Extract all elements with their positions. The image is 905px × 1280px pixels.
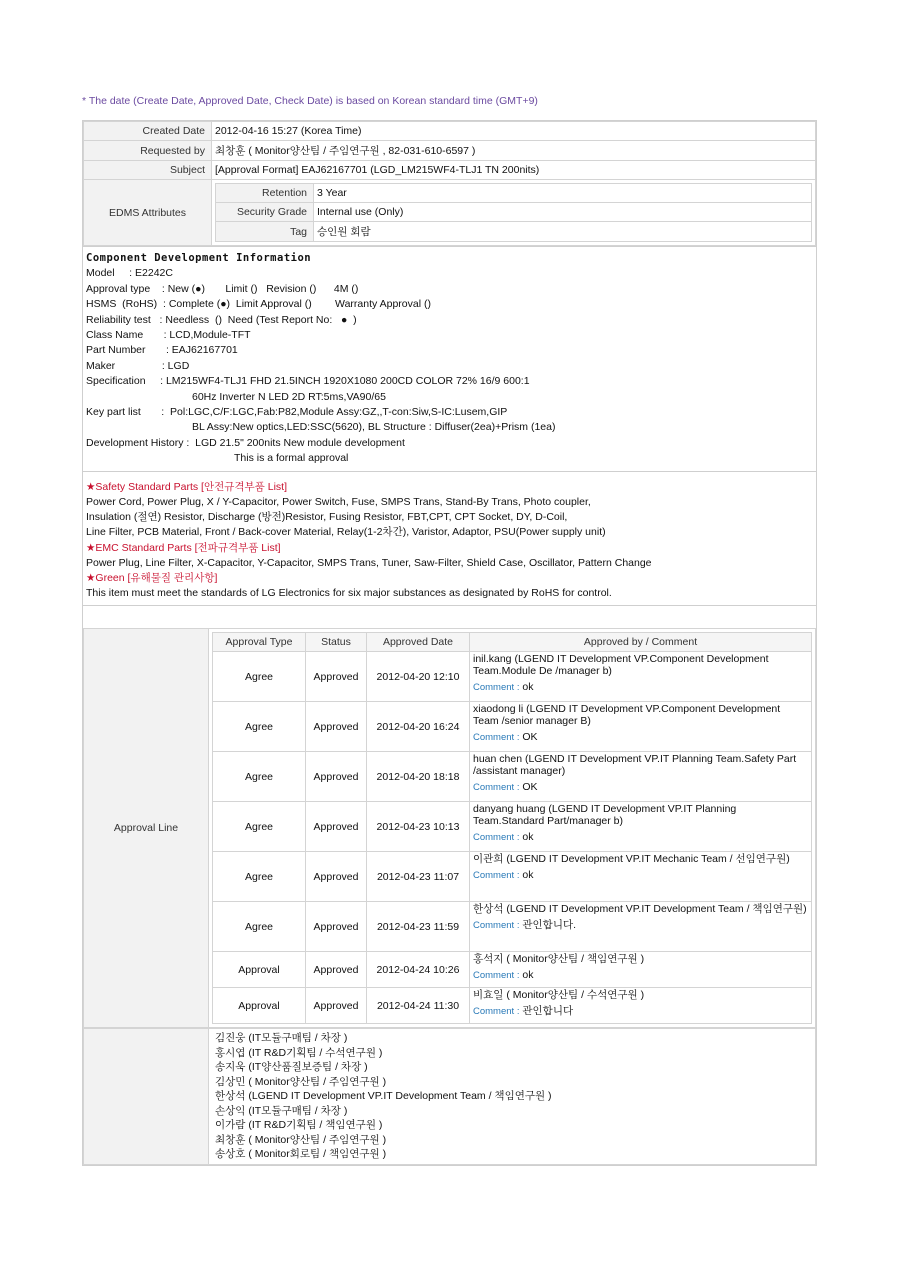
reference-name: 송상호 ( Monitor회로팀 / 책임연구원 )	[215, 1148, 387, 1161]
specification-line: Specification : LM215WF4-TLJ1 FHD 21.5INCH 1920X1080 200CD COLOR 72% 16/9 600:1	[86, 375, 530, 388]
approval-table	[212, 632, 812, 1024]
part-number-line: Part Number : EAJ62167701	[86, 344, 238, 357]
approval-type: Agree	[213, 652, 306, 702]
safety-line-3: Line Filter, PCB Material, Front / Back-cover Material, Relay(1-2차간), Varistor, Adaptor, PSU(Power supply unit)	[86, 526, 606, 539]
subject-label: Subject	[84, 161, 212, 180]
comment-text: ok	[522, 969, 534, 982]
comment-text: 관인합니다	[522, 1005, 574, 1018]
approver: huan chen (LGEND IT Development VP.IT Planning Team.Safety Part /assistant manager)	[473, 753, 797, 778]
approval-status: Approved	[306, 902, 367, 952]
reference-name: 홍시엽 (IT R&D기획팀 / 수석연구원 )	[215, 1046, 383, 1059]
col-approved-by: Approved by / Comment	[470, 633, 812, 652]
comment-label: Comment :	[473, 732, 520, 744]
hsms-line: HSMS (RoHS) : Complete (●) Limit Approval () Warranty Approval ()	[86, 298, 431, 311]
reference-name: 최창훈 ( Monitor양산팀 / 주임연구원 )	[215, 1133, 387, 1146]
safety-line-1: Power Cord, Power Plug, X / Y-Capacitor, Power Switch, Fuse, SMPS Trans, Stand-By Trans, Photo coupler,	[86, 495, 591, 508]
approval-date: 2012-04-23 11:59	[367, 902, 470, 952]
col-approval-type: Approval Type	[213, 633, 306, 652]
comment-text: ok	[522, 869, 534, 882]
emc-line: Power Plug, Line Filter, X-Capacitor, Y-Capacitor, SMPS Trans, Tuner, Saw-Filter, Shield Case, Oscillator, Pattern Change	[86, 556, 652, 569]
maker-line: Maker : LGD	[86, 359, 190, 372]
development-history-line: Development History : LGD 21.5" 200nits New module development	[86, 436, 405, 449]
document-page	[82, 95, 817, 1166]
approval-date: 2012-04-23 10:13	[367, 802, 470, 852]
edms-table	[215, 183, 812, 242]
reliability-line: Reliability test : Needless () Need (Test Report No: ● )	[86, 313, 357, 326]
model-line: Model : E2242C	[86, 267, 173, 280]
security-grade-value: Internal use (Only)	[314, 203, 812, 222]
approval-type: Approval	[213, 988, 306, 1024]
approval-status: Approved	[306, 852, 367, 902]
approval-row	[213, 652, 812, 702]
standard-parts	[83, 471, 816, 606]
header-table	[83, 121, 816, 246]
created-date-label: Created Date	[84, 122, 212, 141]
approver: inil.kang (LGEND IT Development VP.Component Development Team.Module De /manager b)	[473, 653, 769, 678]
approval-date: 2012-04-20 16:24	[367, 702, 470, 752]
approval-status: Approved	[306, 752, 367, 802]
approval-row	[213, 988, 812, 1024]
reference-list-table	[83, 1028, 816, 1165]
comment-text: 관인합니다.	[522, 919, 577, 932]
approval-date: 2012-04-23 11:07	[367, 852, 470, 902]
key-part-line: Key part list : Pol:LGC,C/F:LGC,Fab:P82,Module Assy:GZ,,T-con:Siw,S-IC:Lusem,GIP	[86, 406, 508, 419]
approval-status: Approved	[306, 652, 367, 702]
reference-label	[84, 1029, 209, 1165]
approval-status: Approved	[306, 952, 367, 988]
green-line: This item must meet the standards of LG Electronics for six major substances as designated by RoHS for control.	[86, 587, 612, 600]
approver: 홍석지 ( Monitor양산팀 / 책임연구원 )	[473, 953, 645, 966]
reference-name: 김상민 ( Monitor양산팀 / 주임연구원 )	[215, 1075, 387, 1088]
comment-label: Comment :	[473, 1006, 520, 1018]
component-info	[83, 246, 816, 471]
emc-title: ★EMC Standard Parts [전파규격부품 List]	[86, 541, 281, 554]
requested-by-label: Requested by	[84, 141, 212, 161]
comment-label: Comment :	[473, 870, 520, 882]
reference-name: 한상석 (LGEND IT Development VP.IT Development Team / 책임연구원 )	[215, 1090, 552, 1103]
approval-row	[213, 802, 812, 852]
comment-label: Comment :	[473, 832, 520, 844]
comment-text: OK	[522, 731, 538, 744]
approver: xiaodong li (LGEND IT Development VP.Component Development Team /senior manager B)	[473, 703, 781, 728]
approval-type-line: Approval type : New (●) Limit () Revision () 4M ()	[86, 282, 359, 295]
comment-label: Comment :	[473, 970, 520, 982]
approver: 이관희 (LGEND IT Development VP.IT Mechanic Team / 선임연구원)	[473, 853, 790, 866]
retention-label: Retention	[216, 184, 314, 203]
subject-value: [Approval Format] EAJ62167701 (LGD_LM215WF4-TLJ1 TN 200nits)	[212, 161, 816, 180]
approval-row	[213, 902, 812, 952]
approval-row	[213, 702, 812, 752]
reference-name: 송지욱 (IT양산품질보증팀 / 차장 )	[215, 1061, 368, 1074]
col-status: Status	[306, 633, 367, 652]
timezone-note: * The date (Create Date, Approved Date, Check Date) is based on Korean standard time (GMT+9)	[82, 95, 538, 107]
approval-date: 2012-04-20 18:18	[367, 752, 470, 802]
safety-line-2: Insulation (절연) Resistor, Discharge (방전)Resistor, Fusing Resistor, FBT,CPT, CPT Socket, DY, D-Coil,	[86, 511, 568, 524]
approval-type: Agree	[213, 852, 306, 902]
approval-type: Agree	[213, 802, 306, 852]
comment-text: OK	[522, 781, 538, 794]
approval-type: Agree	[213, 702, 306, 752]
component-info-title: Component Development Information	[86, 252, 312, 264]
spacer-row	[83, 605, 816, 628]
approval-row	[213, 752, 812, 802]
tag-value: 승인원 회람	[314, 222, 812, 242]
approval-type: Agree	[213, 902, 306, 952]
edms-label: EDMS Attributes	[84, 180, 212, 246]
col-approved-date: Approved Date	[367, 633, 470, 652]
development-history-line-2: This is a formal approval	[234, 452, 349, 465]
approval-status: Approved	[306, 802, 367, 852]
class-name-line: Class Name : LCD,Module-TFT	[86, 329, 251, 342]
approver: 비효일 ( Monitor양산팀 / 수석연구원 )	[473, 989, 645, 1002]
approval-type: Approval	[213, 952, 306, 988]
comment-label: Comment :	[473, 782, 520, 794]
security-grade-label: Security Grade	[216, 203, 314, 222]
key-part-line-2: BL Assy:New optics,LED:SSC(5620), BL Structure : Diffuser(2ea)+Prism (1ea)	[192, 421, 556, 434]
comment-text: ok	[522, 681, 534, 694]
created-date-value: 2012-04-16 15:27 (Korea Time)	[212, 122, 816, 141]
safety-title: ★Safety Standard Parts [안전규격부품 List]	[86, 480, 288, 493]
reference-names	[209, 1029, 816, 1165]
approval-status: Approved	[306, 988, 367, 1024]
specification-line-2: 60Hz Inverter N LED 2D RT:5ms,VA90/65	[192, 390, 386, 403]
approval-date: 2012-04-24 11:30	[367, 988, 470, 1024]
comment-label: Comment :	[473, 920, 520, 932]
approval-form	[82, 120, 817, 1166]
comment-label: Comment :	[473, 682, 520, 694]
reference-name: 이가람 (IT R&D기획팀 / 책임연구원 )	[215, 1119, 383, 1132]
approval-line-table	[83, 628, 816, 1028]
approval-line-label: Approval Line	[84, 629, 209, 1028]
tag-label: Tag	[216, 222, 314, 242]
approval-type: Agree	[213, 752, 306, 802]
reference-name: 손상익 (IT모듈구매팀 / 차장 )	[215, 1104, 348, 1117]
approval-date: 2012-04-24 10:26	[367, 952, 470, 988]
comment-text: ok	[522, 831, 534, 844]
approval-row	[213, 852, 812, 902]
approval-row	[213, 952, 812, 988]
approver: danyang huang (LGEND IT Development VP.IT Planning Team.Standard Part/manager b)	[473, 803, 737, 828]
reference-name: 김진웅 (IT모듈구매팀 / 차장 )	[215, 1032, 348, 1045]
approval-date: 2012-04-20 12:10	[367, 652, 470, 702]
requested-by-value: 최창훈 ( Monitor양산팀 / 주임연구원 , 82-031-610-6597 )	[212, 141, 816, 161]
approver: 한상석 (LGEND IT Development VP.IT Development Team / 책임연구원)	[473, 903, 807, 916]
approval-status: Approved	[306, 702, 367, 752]
retention-value: 3 Year	[314, 184, 812, 203]
green-title: ★Green [유해물질 관리사항]	[86, 571, 218, 584]
